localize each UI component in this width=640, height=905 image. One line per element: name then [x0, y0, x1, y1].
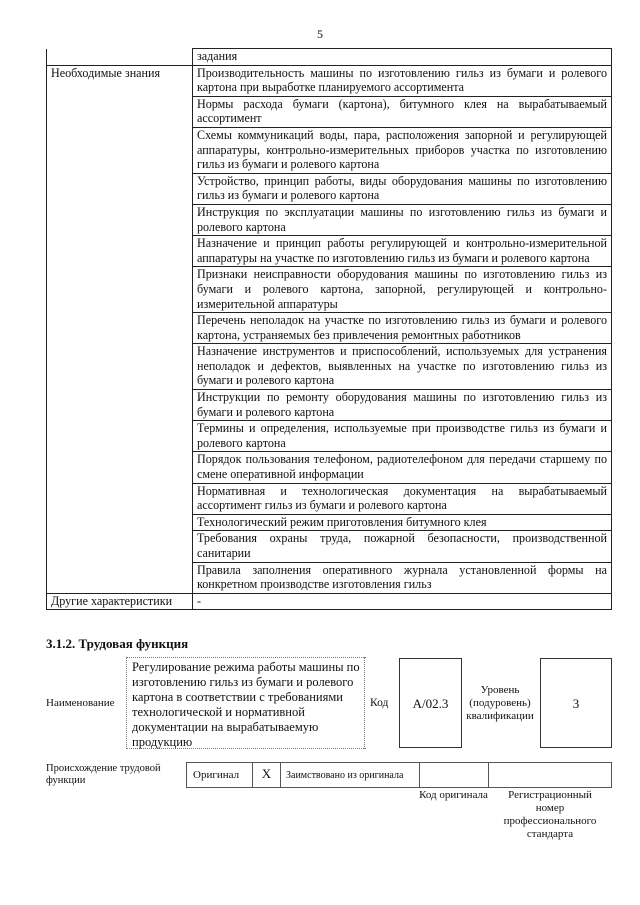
table-cell-empty — [47, 531, 193, 562]
table-row — [47, 483, 612, 514]
table-row — [47, 236, 612, 267]
table-row — [47, 49, 612, 66]
table-cell-empty — [47, 344, 193, 390]
table-cell-empty — [47, 173, 193, 204]
knowledge-item: Устройство, принцип работы, виды оборудования машины по изготовлению гильз из бумаги и ролевого картона — [193, 173, 612, 204]
knowledge-item: Нормы расхода бумаги (картона), битумного клея на вырабатываемый ассортимент — [193, 96, 612, 127]
knowledge-item: Назначение и принцип работы регулирующей и контрольно-измерительной аппаратуры на участке по изготовлению гильз из бумаги и ролевого картона — [193, 236, 612, 267]
original-mark: X — [261, 766, 272, 781]
table-cell-empty — [47, 49, 193, 66]
other-value: - — [193, 593, 612, 610]
origin-label: Происхождение трудовой функции — [46, 763, 161, 786]
divider — [126, 657, 366, 658]
table-cell-empty — [47, 452, 193, 483]
level-box — [540, 658, 612, 748]
name-label: Наименование — [46, 697, 115, 709]
knowledge-item: Технологический режим приготовления битумного клея — [193, 514, 612, 531]
table-cell-empty — [47, 483, 193, 514]
table-cell-empty — [47, 562, 193, 593]
table-row — [47, 127, 612, 173]
table-cell-empty — [47, 514, 193, 531]
knowledge-item: Назначение инструментов и приспособлений, используемых для устранения неполадок и дефектов, выявленных на участке по изготовлению гильз из бумаги и ролевого картона — [193, 344, 612, 390]
knowledge-item: Инструкция по эксплуатации машины по изготовлению гильз из бумаги и ролевого картона — [193, 204, 612, 235]
knowledge-item: Требования охраны труда, пожарной безопасности, производственной санитарии — [193, 531, 612, 562]
knowledge-item: Порядок пользования телефоном, радиотелефоном для передачи старшему по смене оперативной информации — [193, 452, 612, 483]
knowledge-item: Инструкции по ремонту оборудования машины по изготовлению гильз из бумаги и ролевого картона — [193, 390, 612, 421]
table-row — [47, 173, 612, 204]
table-row — [47, 344, 612, 390]
knowledge-item: Перечень неполадок на участке по изготовлению гильз из бумаги и ролевого картона, устраняемых без привлечения ремонтных работников — [193, 313, 612, 344]
code-box — [399, 658, 462, 748]
other-label: Другие характеристики — [47, 593, 193, 610]
divider — [126, 657, 127, 749]
knowledge-label: Необходимые знания — [47, 65, 193, 96]
table-row — [47, 562, 612, 593]
table-row — [47, 204, 612, 235]
knowledge-item: Производительность машины по изготовлению гильз из бумаги и ролевого картона при выработке планируемого ассортимента — [193, 65, 612, 96]
original-label: Оригинал — [193, 769, 240, 781]
section-title: 3.1.2. Трудовая функция — [46, 636, 189, 651]
table-cell-empty — [47, 421, 193, 452]
table-cell-empty — [47, 96, 193, 127]
page-number: 5 — [317, 27, 323, 41]
level-value: 3 — [572, 696, 580, 711]
table-row — [47, 96, 612, 127]
table-row — [47, 593, 612, 610]
table-row — [47, 65, 612, 96]
knowledge-item: Признаки неисправности оборудования машины по изготовлению гильз из бумаги и ролевого картона, запорной, регулирующей и контрольно-измерительной аппаратуры — [193, 267, 612, 313]
table-cell-empty — [47, 127, 193, 173]
table-row — [47, 421, 612, 452]
function-name: Регулирование режима работы машины по изготовлению гильз из бумаги и ролевого картона в соответствии с требованиями технологической и нормативной документации на вырабатываемую продукцию — [132, 660, 360, 749]
code-value: А/02.3 — [412, 696, 449, 711]
requirements-table — [46, 48, 612, 610]
divider — [280, 762, 281, 787]
table-row — [47, 452, 612, 483]
borrowed-label: Заимствовано из оригинала — [286, 770, 404, 781]
knowledge-item: Правила заполнения оперативного журнала установленной формы на конкретном производстве изготовления гильз — [193, 562, 612, 593]
table-cell-empty — [47, 313, 193, 344]
code-label: Код — [370, 697, 389, 709]
knowledge-item: Термины и определения, используемые при производстве гильз из бумаги и ролевого картона — [193, 421, 612, 452]
table-row — [47, 531, 612, 562]
code-original-label: Код оригинала — [419, 789, 488, 801]
reg-number-label: Регистрационный номер профессионального стандарта — [503, 789, 597, 840]
knowledge-item: Схемы коммуникаций воды, пара, расположения запорной и регулирующей аппаратуры, контрольно-измерительных приборов участка по изготовлению гильз из бумаги и ролевого картона — [193, 127, 612, 173]
table-row — [47, 313, 612, 344]
divider — [419, 762, 420, 787]
table-row — [47, 514, 612, 531]
divider — [488, 762, 489, 787]
table-cell: задания — [193, 49, 612, 66]
table-cell-empty — [47, 390, 193, 421]
table-cell-empty — [47, 204, 193, 235]
level-label: Уровень (подуровень) квалификации — [466, 684, 534, 722]
knowledge-item: Нормативная и технологическая документация на вырабатываемый ассортимент гильз из бумаги и ролевого картона — [193, 483, 612, 514]
table-row — [47, 267, 612, 313]
table-row — [47, 390, 612, 421]
table-cell-empty — [47, 236, 193, 267]
table-cell-empty — [47, 267, 193, 313]
